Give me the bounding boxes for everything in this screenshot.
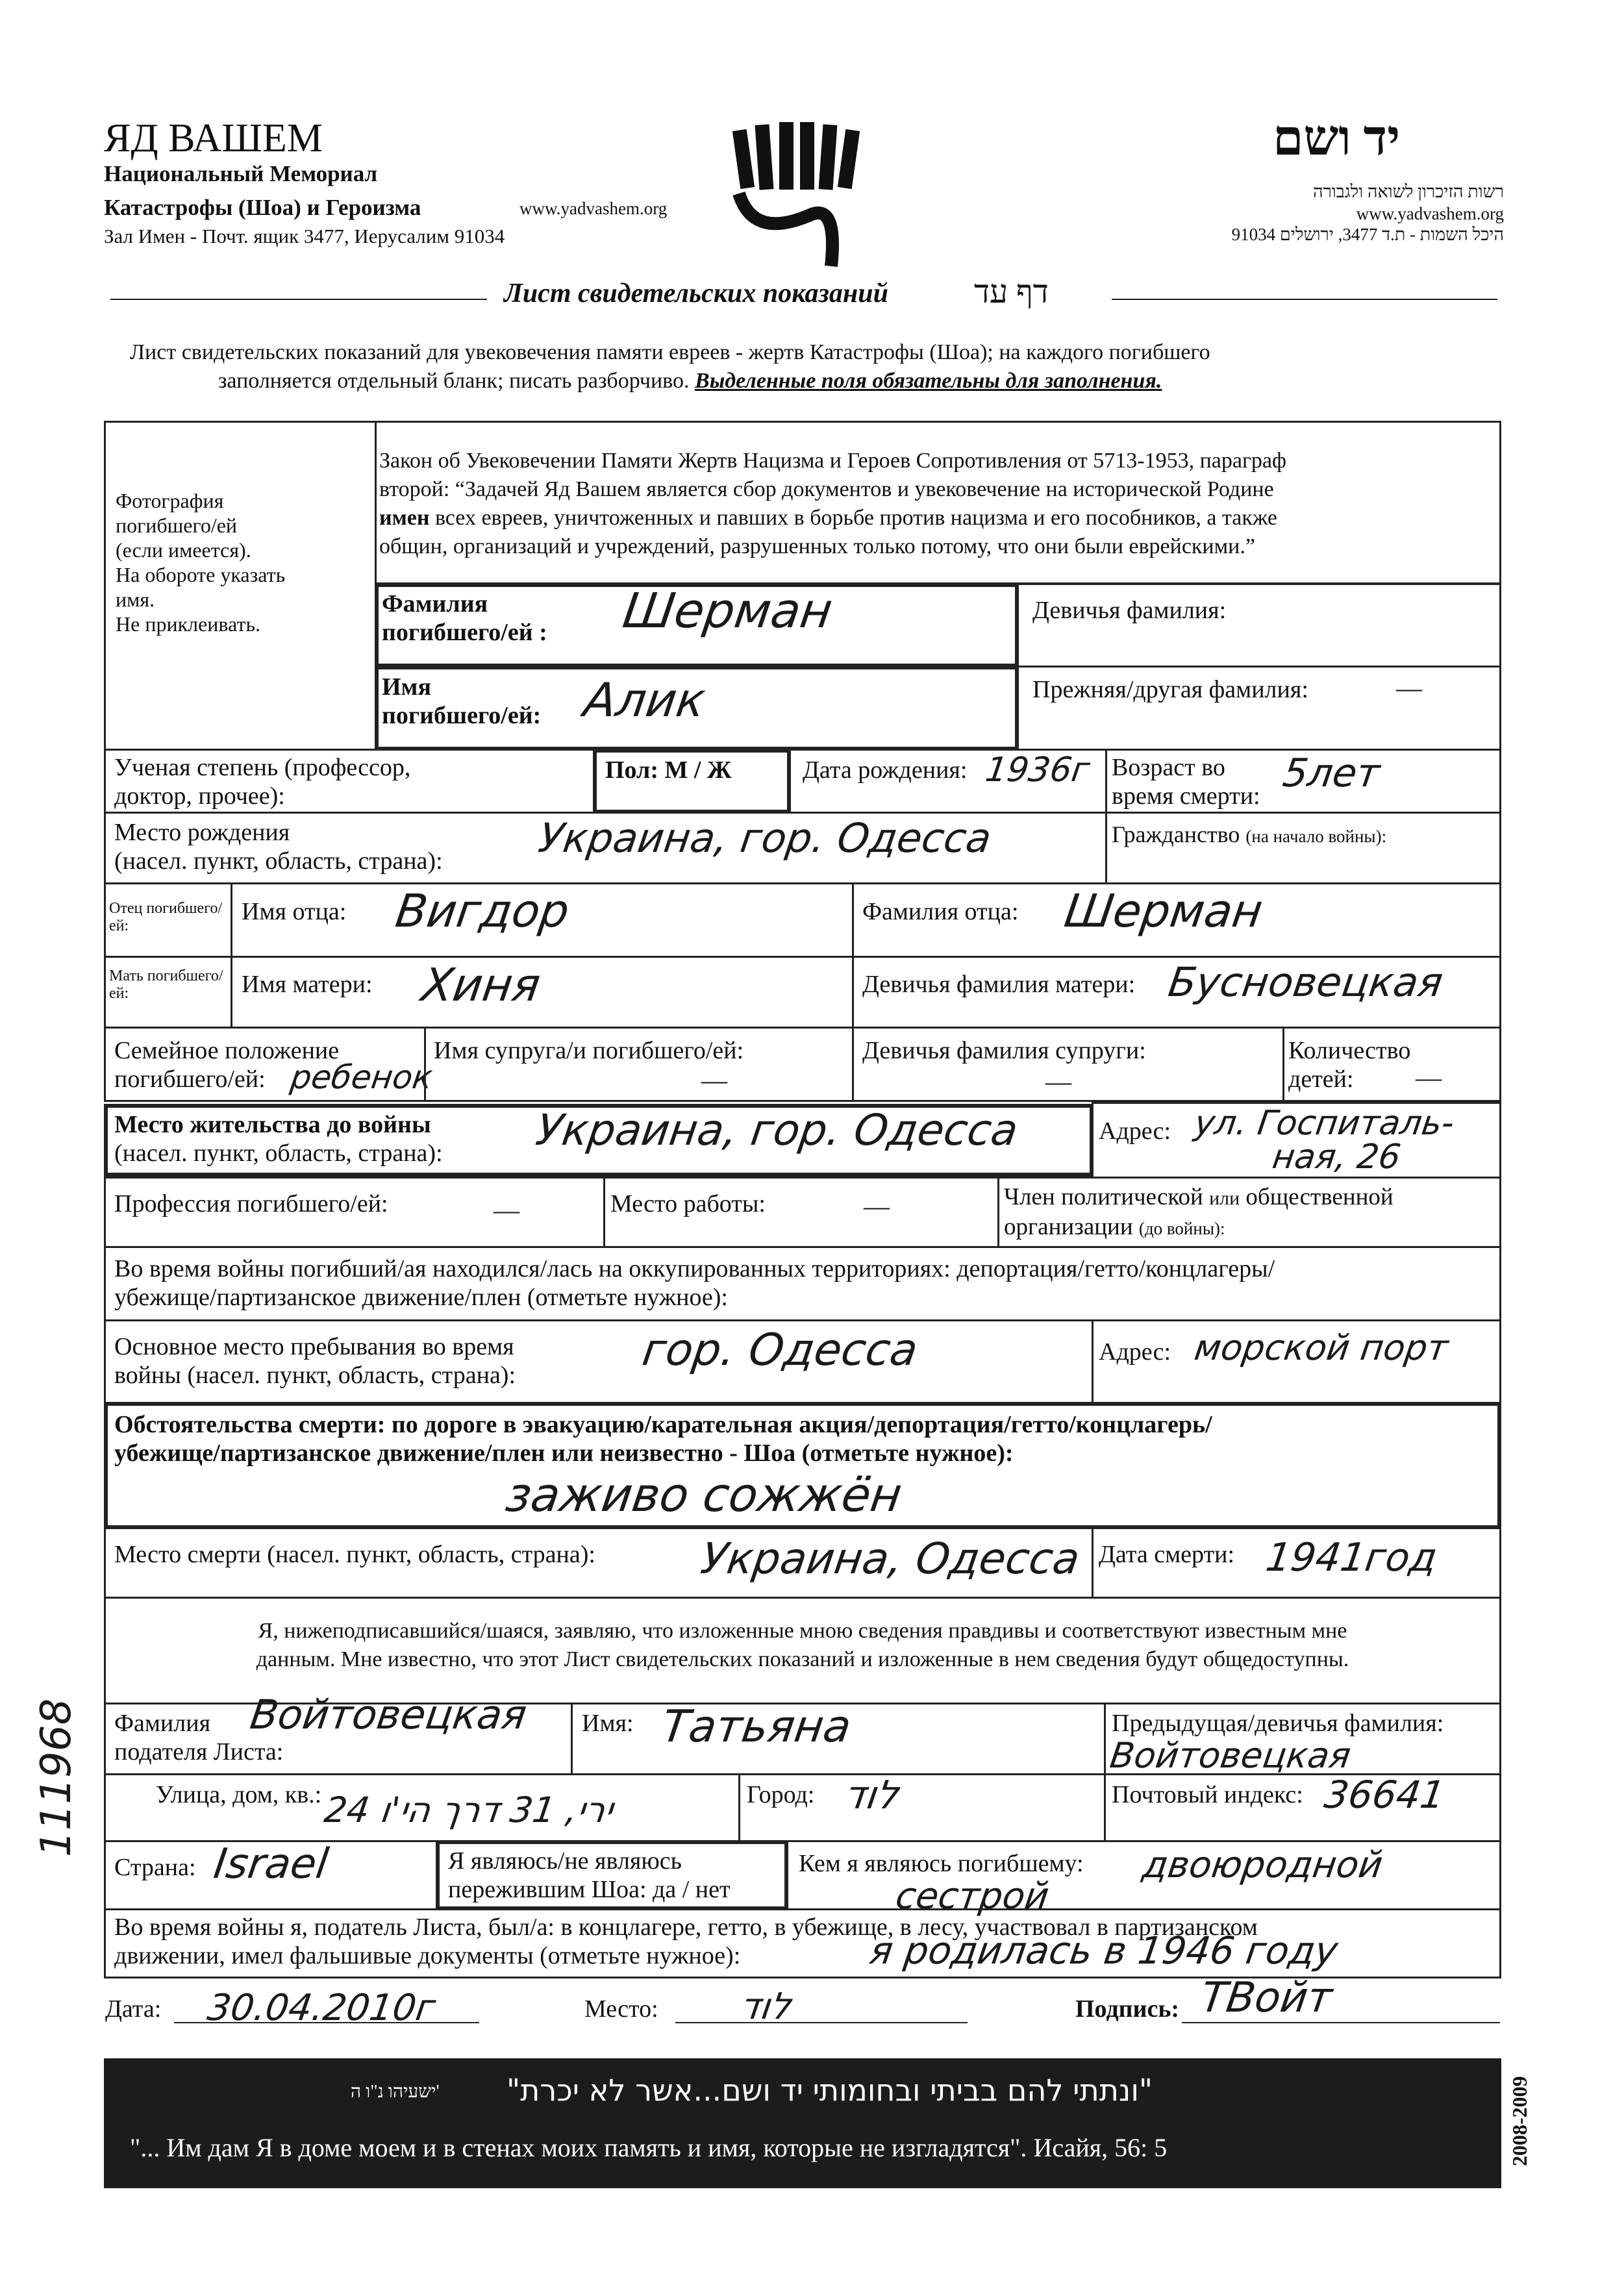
photo-l4: На обороте указать <box>116 563 286 586</box>
citizenship-note: (на начало войны): <box>1245 827 1387 846</box>
member-label1b: общественной <box>1245 1184 1394 1210</box>
he-title: יד ושם <box>1273 111 1401 166</box>
death-circ-value: заживо сожжён <box>503 1467 906 1522</box>
banner-ru-text: "... Им дам Я в доме моем и в стенах моих память и имя, которые не изгладятся". <box>130 2133 1027 2162</box>
he-website: www.yadvashem.org <box>1356 204 1504 223</box>
profession-label: Профессия погибшего/ей: <box>114 1190 388 1217</box>
victim-surname-label2: погибшего/ей : <box>382 619 547 646</box>
spouse-maiden-label: Девичья фамилия супруги: <box>862 1037 1146 1064</box>
country-value: Israel <box>210 1840 332 1888</box>
submitter-name-value: Татьяна <box>658 1701 855 1753</box>
photo-l2: погибшего/ей <box>116 514 238 537</box>
mother-maiden-value: Бусновецкая <box>1165 958 1446 1006</box>
father-tag: Отец погибшего/ей: <box>109 900 223 934</box>
member-label-or: или <box>1209 1188 1240 1209</box>
member-label2: организации <box>1004 1214 1133 1240</box>
degree-label1: Ученая степень (профессор, <box>114 754 411 781</box>
photo-l3: (если имеется). <box>116 538 251 562</box>
father-name-value: Вигдор <box>392 884 573 938</box>
citizenship-label-main: Гражданство <box>1112 821 1240 847</box>
submitter-surname-label1: Фамилия <box>114 1710 211 1737</box>
ru-line2: Катастрофы (Шоа) и Героизма <box>104 195 421 220</box>
street-label: Улица, дом, кв.: <box>156 1781 322 1808</box>
birth-value: 1936г <box>982 751 1092 790</box>
spouse-label: Имя супруга/и погибшего/ей: <box>434 1037 744 1064</box>
declaration-l1: Я, нижеподписавшийся/шаяся, заявляю, что изложенные мною сведения правдивы и соответствуют известным мне <box>258 1619 1347 1643</box>
signature-line <box>1182 2022 1500 2023</box>
mother-name-value: Хиня <box>418 958 544 1012</box>
war-status-text <box>114 1254 1275 1312</box>
marital-value: ребенок <box>288 1058 435 1096</box>
form-title-he: דף עד <box>974 273 1049 310</box>
victim-surname-label <box>382 590 547 647</box>
deathdate-label: Дата смерти: <box>1099 1541 1235 1568</box>
member-label <box>1004 1183 1394 1243</box>
intro-line1: Лист свидетельских показаний для увековечения памяти евреев - жертв Катастрофы (Шоа); на каждого погибшего <box>130 340 1210 364</box>
banner-ru-ref: Исайя, 56: 5 <box>1033 2133 1168 2162</box>
submitter-surname-value: Войтовецкая <box>247 1691 530 1738</box>
submitter-war-l2: движении, имел фальшивые документы (отметьте нужное): <box>114 1942 741 1969</box>
intro-line2-text: заполняется отдельный бланк; писать разборчиво. <box>218 369 690 393</box>
children-label2: детей: <box>1288 1066 1354 1093</box>
survivor-l2: пережившим Шоа: да / нет <box>448 1876 731 1903</box>
death-circ-l1: Обстоятельства смерти: по дороге в эвакуацию/карательная акция/депортация/гетто/концлагерь/ <box>114 1411 1212 1438</box>
residence-label2: (насел. пункт, область, страна): <box>114 1140 443 1167</box>
victim-name-label1: Имя <box>382 673 431 701</box>
photo-l5: имя. <box>116 588 155 611</box>
law-l3-bold: имен <box>379 506 430 530</box>
ru-line3: Зал Имен - Почт. ящик 3477, Иерусалим 91034 <box>104 225 505 247</box>
street-value: 24 ירי, 31 דרך הי'ו <box>321 1790 616 1830</box>
victim-maiden-label: Девичья фамилия: <box>1032 597 1227 624</box>
profession-value: — <box>494 1195 519 1225</box>
deathplace-value: Украина, Одесса <box>697 1534 1083 1584</box>
residence-address-l1: ул. Госпиталь- <box>1192 1104 1457 1143</box>
war-status-l2: убежище/партизанское движение/плен (отметьте нужное): <box>114 1284 728 1311</box>
zip-value: 36641 <box>1321 1773 1448 1817</box>
photo-instructions <box>116 488 285 636</box>
zip-label: Почтовый индекс: <box>1112 1781 1303 1808</box>
warplace-label <box>114 1332 516 1390</box>
ru-title: ЯД ВАШЕМ <box>104 116 323 160</box>
residence-label <box>114 1110 443 1167</box>
place-line <box>675 2022 968 2023</box>
children-label1: Количество <box>1288 1037 1411 1064</box>
signature-value: ТВойт <box>1197 1974 1336 2022</box>
photo-l6: Не приклеивать. <box>116 612 261 636</box>
submitter-prev-label: Предыдущая/девичья фамилия: <box>1112 1710 1444 1737</box>
work-value: — <box>864 1192 890 1221</box>
country-label: Страна: <box>114 1854 196 1881</box>
residence-label1: Место жительства до войны <box>114 1111 431 1138</box>
banner-ru <box>130 2132 1167 2163</box>
birthplace-value: Украина, гор. Одесса <box>535 814 995 862</box>
yad-vashem-logo <box>727 117 864 273</box>
death-circ-l2: убежище/партизанское движение/плен или неизвестно - Шоа (отметьте нужное): <box>114 1440 1014 1467</box>
submitter-prev-value: Войтовецкая <box>1107 1735 1354 1776</box>
law-l4: общин, организаций и учреждений, разрушенных только потому, что они были еврейскими.” <box>379 534 1255 558</box>
warplace-address-label: Адрес: <box>1099 1338 1171 1366</box>
relation-label: Кем я являюсь погибшему: <box>799 1850 1084 1877</box>
law-text <box>379 447 1286 561</box>
victim-surname-value: Шерман <box>619 583 836 639</box>
he-line1: רשות הזיכרון לשואה ולגבורה <box>1313 182 1504 201</box>
warplace-value: гор. Одесса <box>639 1325 921 1376</box>
photo-l1: Фотография <box>116 489 224 512</box>
mother-name-label: Имя матери: <box>242 971 373 998</box>
ru-line1: Национальный Мемориал <box>104 161 378 186</box>
banner-he: "ונתתי להם בביתי ובחומותי יד ושם...אשר לא יכרת" <box>506 2073 1153 2108</box>
declaration-l2: данным. Мне известно, что этот Лист свидетельских показаний и изложенные в нем сведения будут общедоступны. <box>256 1647 1349 1671</box>
submitter-war-answer: я родилась в 1946 году <box>867 1928 1341 1973</box>
victim-name-value: Алик <box>581 673 709 727</box>
victim-prev-value: — <box>1396 673 1422 703</box>
residence-value: Украина, гор. Одесса <box>532 1105 1021 1155</box>
children-label <box>1288 1036 1410 1093</box>
marital-label1: Семейное положение <box>114 1037 340 1064</box>
record-number: 111968 <box>32 1698 81 1857</box>
law-l3-text: всех евреев, уничтоженных и павших в борьбе против нацизма и его пособников, а также <box>434 506 1277 530</box>
birthplace-label1: Место рождения <box>114 819 290 846</box>
law-l1: Закон об Увековечении Памяти Жертв Нацизма и Героев Сопротивления от 5713-1953, параграф <box>379 449 1287 473</box>
war-status-l1: Во время войны погибший/ая находился/лась на оккупированных территориях: депортация/гетто/концлагеры/ <box>114 1255 1275 1282</box>
website: www.yadvashem.org <box>519 199 668 218</box>
mother-maiden-label: Девичья фамилия матери: <box>862 971 1136 998</box>
victim-name-label <box>382 673 541 730</box>
victim-name-label2: погибшего/ей: <box>382 702 542 729</box>
survivor-label <box>448 1847 731 1904</box>
birthplace-label2: (насел. пункт, область, страна): <box>114 847 443 875</box>
residence-address-l2: ная, 26 <box>1269 1138 1403 1177</box>
marital-label2: погибшего/ей: <box>114 1066 266 1093</box>
birthplace-label <box>114 818 443 875</box>
age-value: 5лет <box>1280 751 1383 796</box>
law-l2: второй: “Задачей Яд Вашем является сбор документов и увековечение на исторической Родине <box>379 477 1274 501</box>
relation-l1: двоюродной <box>1140 1844 1386 1886</box>
member-label-l2 <box>1004 1213 1394 1243</box>
he-line3: 91034 היכל השמות - ת.ד 3477, ירושלים <box>1231 225 1504 244</box>
children-value: — <box>1416 1063 1442 1092</box>
citizenship-label <box>1112 821 1386 848</box>
member-note: (до войны): <box>1138 1219 1225 1238</box>
age-label2: время смерти: <box>1112 782 1260 810</box>
signature-label: Подпись: <box>1075 1995 1180 2023</box>
age-label <box>1112 753 1260 810</box>
form-title: Лист свидетельских показаний <box>504 279 888 308</box>
title-rule-right <box>1112 299 1497 300</box>
intro-line2 <box>218 369 1162 393</box>
father-name-label: Имя отца: <box>242 898 347 925</box>
degree-label2: доктор, прочее): <box>114 782 285 810</box>
banner-he-ref: ישעיהו נ"ו ה' <box>351 2082 440 2102</box>
submitter-name-label: Имя: <box>582 1710 634 1737</box>
submitter-war-l1: Во время войны я, податель Листа, был/а: в концлагере, гетто, в убежище, в лесу, участвовал в партизанском <box>114 1914 1258 1941</box>
warplace-address-value: морской порт <box>1192 1327 1451 1368</box>
warplace-label1: Основное место пребывания во время <box>114 1333 514 1360</box>
father-surname-value: Шерман <box>1061 884 1266 938</box>
law-l3 <box>379 504 1286 532</box>
deathdate-value: 1941год <box>1263 1535 1440 1580</box>
degree-label <box>114 753 410 810</box>
birth-label: Дата рождения: <box>803 756 968 784</box>
death-circ-text <box>114 1410 1212 1467</box>
residence-address-label: Адрес: <box>1099 1117 1171 1145</box>
declaration-text <box>114 1617 1491 1674</box>
date-label: Дата: <box>105 1995 162 2023</box>
submitter-surname-label2: подателя Листа: <box>114 1738 284 1766</box>
date-value: 30.04.2010г <box>205 1987 438 2029</box>
survivor-l1: Я являюсь/не являюсь <box>448 1847 682 1875</box>
quote-banner <box>104 2058 1501 2188</box>
mother-tag: Мать погибшего/ей: <box>109 967 223 1002</box>
member-label1: Член политической <box>1004 1184 1203 1210</box>
title-rule-left <box>110 299 487 300</box>
deathplace-label: Место смерти (насел. пункт, область, страна): <box>114 1541 595 1568</box>
spouse-maiden-value: — <box>1045 1067 1071 1096</box>
victim-prev-label: Прежняя/другая фамилия: <box>1032 676 1308 703</box>
work-label: Место работы: <box>610 1190 766 1217</box>
age-label1: Возраст во <box>1112 754 1225 781</box>
member-label-l1 <box>1004 1183 1394 1213</box>
place-value: לוד <box>737 1986 794 2028</box>
city-label: Город: <box>747 1781 815 1808</box>
city-value: לוד <box>841 1773 902 1818</box>
warplace-label2: войны (насел. пункт, область, страна): <box>114 1362 516 1389</box>
place-label: Место: <box>584 1995 658 2023</box>
sex-label: Пол: М / Ж <box>605 756 732 784</box>
victim-surname-label1: Фамилия <box>382 590 488 618</box>
intro-line2-bold: Выделенные поля обязательны для заполнения. <box>695 369 1162 393</box>
father-surname-label: Фамилия отца: <box>862 898 1019 925</box>
spouse-value: — <box>701 1066 727 1095</box>
year-label: 2008-2009 <box>1508 2076 1531 2166</box>
relation-l2: сестрой <box>893 1875 1052 1917</box>
